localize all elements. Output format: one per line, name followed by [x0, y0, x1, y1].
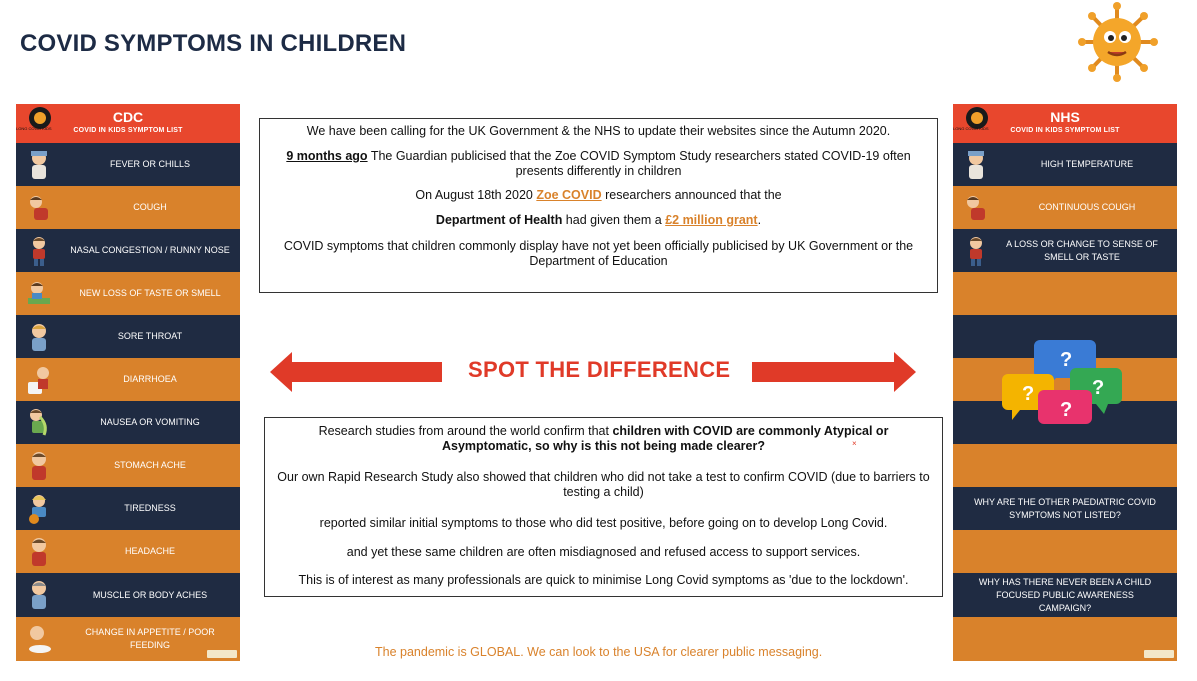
- research-info-box: [264, 417, 943, 597]
- research-line: Our own Rapid Research Study also showed that children who did not take a test to confirm COVID (due to barriers to testing a child): [277, 470, 930, 499]
- research-text: Research studies from around the world confirm that: [318, 424, 613, 438]
- info-text: researchers announced that the: [601, 188, 782, 202]
- nine-months-ago-text: 9 months ago: [286, 149, 368, 163]
- department-of-health-text: Department of Health: [435, 213, 563, 227]
- uk-government-info-box: [259, 118, 938, 293]
- child-eating-icon: [26, 278, 52, 310]
- child-body-ache-icon: [26, 579, 52, 611]
- nhs-subheading: COVID IN KIDS SYMPTOM LIST: [1010, 127, 1120, 134]
- symptom-row: [953, 229, 1177, 272]
- symptom-row: [16, 272, 240, 315]
- empty-row: [953, 272, 1177, 315]
- symptom-row: [16, 530, 240, 573]
- logo-caption: LONG COVID KIDS: [16, 126, 52, 131]
- svg-text:?: ?: [1022, 383, 1035, 405]
- info-text: On August 18th 2020: [415, 188, 537, 202]
- research-line: reported similar initial symptoms to those who did test positive, before going on to develop Long Covid.: [319, 516, 888, 530]
- symptom-label: HIGH TEMPERATURE: [1040, 159, 1134, 169]
- page-title: COVID SYMPTOMS IN CHILDREN: [20, 30, 407, 57]
- cdc-header: [16, 104, 240, 143]
- child-diarrhoea-icon: [26, 364, 52, 396]
- symptom-row: [16, 143, 240, 186]
- corner-logo: [207, 650, 237, 658]
- child-runny-nose-icon: [963, 235, 989, 267]
- research-line: This is of interest as many professionals are quick to minimise Long Covid symptoms as 'due to the lockdown'.: [298, 573, 909, 587]
- question-bubbles-icon: [1000, 338, 1130, 430]
- research-line: and yet these same children are often misdiagnosed and refused access to support services.: [346, 545, 861, 559]
- right-arrow-icon: [752, 352, 916, 392]
- info-line: COVID symptoms that children commonly display have not yet been officially publicised by UK Government or the Department of Education: [283, 239, 914, 268]
- cdc-symptom-panel: [16, 104, 240, 661]
- symptom-row: [16, 444, 240, 487]
- research-bold-text: children with COVID are commonly Atypical or Asymptomatic, so why is this not being made clearer?: [442, 424, 889, 453]
- symptom-label: TIREDNESS: [124, 503, 176, 513]
- child-fever-icon: [963, 149, 989, 181]
- spot-the-difference-heading: SPOT THE DIFFERENCE: [468, 357, 731, 382]
- symptom-label: NEW LOSS OF TASTE OR SMELL: [79, 288, 221, 298]
- logo-caption: LONG COVID KIDS: [953, 126, 989, 131]
- question-row: [953, 487, 1177, 530]
- virus-mascot-icon: [1072, 2, 1162, 82]
- child-headache-icon: [26, 536, 52, 568]
- symptom-label: NASAL CONGESTION / RUNNY NOSE: [70, 245, 230, 255]
- info-line: [268, 149, 929, 179]
- symptom-row: [16, 573, 240, 617]
- symptom-row: [16, 401, 240, 444]
- symptom-label: COUGH: [133, 202, 167, 212]
- red-mark: ×: [852, 439, 857, 448]
- symptom-label: NAUSEA OR VOMITING: [100, 417, 200, 427]
- child-runny-nose-icon: [26, 235, 52, 267]
- symptom-label: STOMACH ACHE: [114, 460, 186, 470]
- question-row: [953, 573, 1177, 617]
- symptom-label: CHANGE IN APPETITE / POOR FEEDING: [85, 627, 215, 650]
- info-text: had given them a: [562, 213, 666, 227]
- child-sore-throat-icon: [26, 321, 52, 353]
- info-line: We have been calling for the UK Government & the NHS to update their websites since the Autumn 2020.: [306, 124, 891, 138]
- info-line: [268, 213, 929, 228]
- svg-text:?: ?: [1060, 349, 1073, 371]
- symptom-label: CONTINUOUS COUGH: [1038, 202, 1136, 212]
- info-text: .: [757, 213, 762, 227]
- symptom-row: [953, 186, 1177, 229]
- symptom-row: [16, 186, 240, 229]
- research-line: [273, 424, 934, 454]
- child-vomiting-icon: [26, 407, 52, 439]
- child-fever-icon: [26, 149, 52, 181]
- nhs-question-2: WHY HAS THERE NEVER BEEN A CHILD FOCUSED PUBLIC AWARENESS CAMPAIGN?: [978, 576, 1152, 613]
- svg-text:?: ?: [1060, 399, 1073, 421]
- symptom-row: [16, 358, 240, 401]
- symptom-row: [16, 487, 240, 530]
- symptom-label: MUSCLE OR BODY ACHES: [92, 589, 208, 600]
- symptom-label: A LOSS OR CHANGE TO SENSE OF SMELL OR TASTE: [1006, 238, 1158, 262]
- symptom-row: [16, 229, 240, 272]
- grant-link[interactable]: £2 million grant: [665, 213, 758, 227]
- symptom-label: HEADACHE: [124, 546, 175, 556]
- corner-logo: [1144, 650, 1174, 658]
- empty-row: [953, 444, 1177, 487]
- left-arrow-icon: [270, 352, 442, 392]
- empty-row: [953, 530, 1177, 573]
- footer-note: The pandemic is GLOBAL. We can look to the USA for clearer public messaging.: [375, 645, 823, 659]
- guardian-text: The Guardian publicised that the Zoe COVID Symptom Study researchers stated COVID-19 often presents differently in children: [367, 149, 911, 178]
- child-poor-feeding-icon: [26, 623, 52, 655]
- nhs-heading: NHS: [1050, 109, 1080, 125]
- child-cough-icon: [26, 192, 52, 224]
- child-stomach-ache-icon: [26, 450, 52, 482]
- child-cough-icon: [963, 192, 989, 224]
- child-tiredness-icon: [26, 493, 52, 525]
- svg-text:?: ?: [1092, 377, 1105, 399]
- symptom-label: FEVER OR CHILLS: [109, 159, 191, 169]
- symptom-row: [16, 617, 240, 661]
- empty-row: [953, 617, 1177, 661]
- cdc-heading: CDC: [112, 109, 144, 125]
- info-line: [268, 188, 929, 203]
- cdc-subheading: COVID IN KIDS SYMPTOM LIST: [73, 127, 183, 134]
- nhs-question-1: WHY ARE THE OTHER PAEDIATRIC COVID SYMPTOMS NOT LISTED?: [974, 496, 1156, 520]
- symptom-row: [953, 143, 1177, 186]
- symptom-label: DIARRHOEA: [123, 374, 177, 384]
- symptom-label: SORE THROAT: [117, 331, 183, 341]
- nhs-header: [953, 104, 1177, 143]
- zoe-covid-link[interactable]: Zoe COVID: [536, 188, 602, 202]
- symptom-row: [16, 315, 240, 358]
